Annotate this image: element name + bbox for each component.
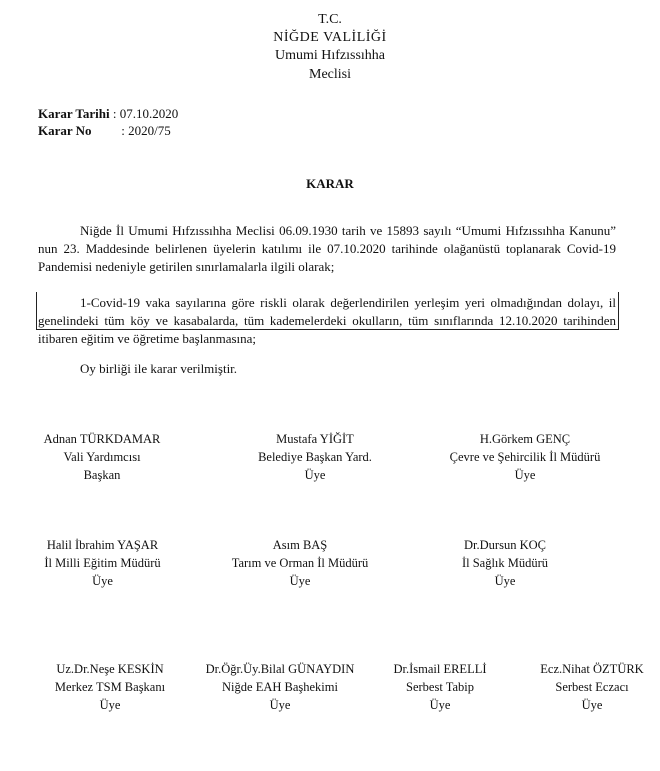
intro-line-2: nun 23. Maddesinde belirlenen üyelerin katılımı ile 07.10.2020 tarihinde olağanüstü toplanarak Covid-19	[38, 241, 616, 256]
signatory-3	[430, 430, 620, 484]
signatory-name: Uz.Dr.Neşe KESKİN	[56, 662, 164, 676]
unanimous-statement: Oy birliği ile karar verilmiştir.	[80, 361, 238, 376]
decision-date-label: Karar Tarihi	[38, 106, 110, 121]
decision-date-row	[38, 106, 178, 122]
signatory-title: Vali Yardımcısı	[63, 450, 141, 464]
intro-line-3: Pandemisi nedeniyle getirilen sınırlamalarla ilgili olarak;	[38, 259, 335, 274]
decision-line-3: itibaren eğitim ve öğretime başlanmasına;	[38, 331, 257, 346]
signatory-name: H.Görkem GENÇ	[479, 432, 571, 446]
signatory-name: Dr.Dursun KOÇ	[464, 538, 546, 552]
decision-number-label: Karar No	[38, 123, 92, 138]
decision-paragraph	[38, 294, 616, 348]
signatory-name: Halil İbrahim YAŞAR	[46, 538, 159, 552]
signatory-9	[375, 660, 505, 714]
signatory-role: Üye	[429, 698, 451, 712]
decision-line-2: genelindeki tüm köy ve kasabalarda, tüm kademelerdeki okulların, tüm sınıflarında 12.10.2020 tarihinden	[38, 313, 616, 328]
signatory-8	[190, 660, 370, 714]
document-title: KARAR	[306, 176, 354, 191]
signatory-4	[25, 536, 180, 590]
signatory-role: Üye	[581, 698, 603, 712]
signatory-role: Üye	[99, 698, 121, 712]
signatory-role: Üye	[269, 698, 291, 712]
signatory-name: Asım BAŞ	[272, 538, 328, 552]
signatory-title: Çevre ve Şehircilik İl Müdürü	[449, 450, 601, 464]
signatory-title: Tarım ve Orman İl Müdürü	[231, 556, 369, 570]
decision-number-row	[38, 123, 171, 139]
signatory-role: Üye	[92, 574, 113, 588]
signatory-role: Üye	[514, 468, 536, 482]
signatory-7	[35, 660, 185, 714]
signatory-role: Başkan	[83, 468, 121, 482]
signatory-5	[215, 536, 385, 590]
decision-line-1: 1-Covid-19 vaka sayılarına göre riskli olarak değerlendirilen yerleşim yeri olmadığından dolayı, il	[80, 295, 616, 310]
signatory-title: Merkez TSM Başkanı	[54, 680, 166, 694]
signatory-title: İl Sağlık Müdürü	[461, 556, 549, 570]
signatory-name: Dr.Öğr.Üy.Bilal GÜNAYDIN	[205, 662, 355, 676]
header-governorship: NİĞDE VALİLİĞİ	[273, 30, 387, 45]
signatory-name: Mustafa YİĞİT	[276, 432, 354, 446]
signatory-title: Niğde EAH Başhekimi	[222, 680, 338, 694]
signatory-name: Dr.İsmail ERELLİ	[393, 662, 487, 676]
decision-date-value: : 07.10.2020	[112, 106, 179, 121]
signatory-6	[430, 536, 580, 590]
signatory-title: Serbest Tabip	[406, 680, 474, 694]
signatory-name: Ecz.Nihat ÖZTÜRK	[540, 662, 644, 676]
signatory-title: İl Milli Eğitim Müdürü	[44, 556, 161, 570]
signatory-title: Belediye Başkan Yard.	[258, 450, 372, 464]
signatory-title: Serbest Eczacı	[555, 680, 629, 694]
signatory-2	[230, 430, 400, 484]
decision-number-value: : 2020/75	[121, 123, 171, 138]
signatory-10	[526, 660, 658, 714]
header-council-line2: Meclisi	[309, 67, 351, 82]
header-tc: T.C.	[318, 12, 342, 27]
signatory-1	[22, 430, 182, 484]
intro-line-1: Niğde İl Umumi Hıfzıssıhha Meclisi 06.09.1930 tarih ve 15893 sayılı “Umumi Hıfzıssıhha Kanunu”	[80, 223, 616, 238]
intro-paragraph	[38, 222, 616, 276]
signatory-role: Üye	[494, 574, 516, 588]
signatory-role: Üye	[289, 574, 311, 588]
signatory-role: Üye	[304, 468, 326, 482]
signatory-name: Adnan TÜRKDAMAR	[43, 432, 161, 446]
header-council-line1: Umumi Hıfzıssıhha	[274, 48, 386, 63]
